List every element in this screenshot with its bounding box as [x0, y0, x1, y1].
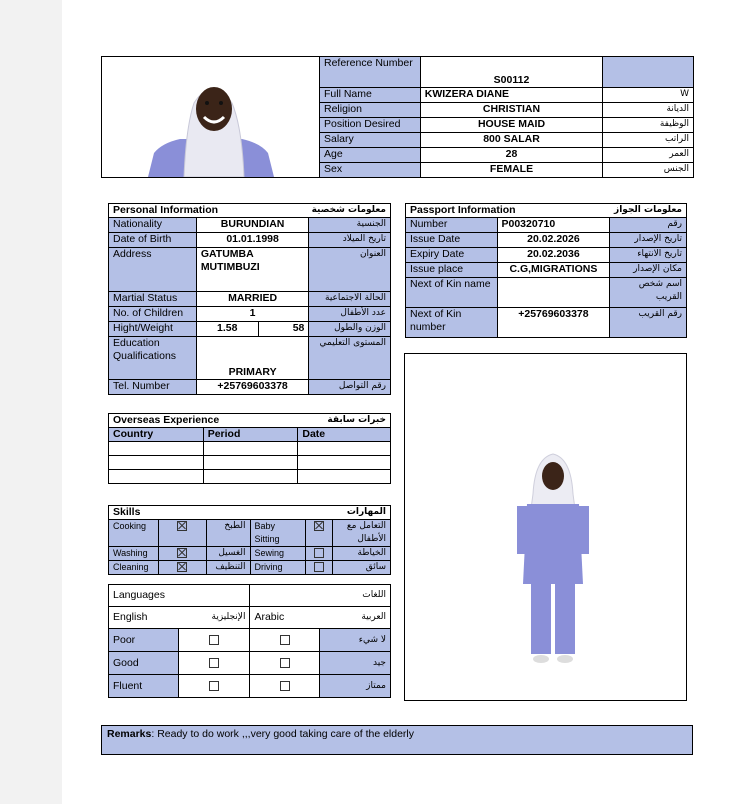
- skill-sewing-checkbox[interactable]: [314, 548, 324, 558]
- personal-title-ar: معلومات شخصية: [258, 204, 390, 218]
- hw-ar: الوزن والطول: [309, 322, 391, 337]
- skill-sewing-ar: الخياطة: [333, 547, 391, 561]
- skills-title-ar: المهارات: [250, 506, 390, 520]
- skill-cooking-label: Cooking: [109, 520, 159, 547]
- fullname-value: KWIZERA DIANE: [420, 88, 602, 103]
- skill-washing-label: Washing: [109, 547, 159, 561]
- level-poor-ar: لا شيء: [320, 629, 391, 652]
- arabic-fluent-checkbox[interactable]: [280, 681, 290, 691]
- address-value: GATUMBA MUTIMBUZI: [196, 248, 309, 292]
- skill-babysitting-checkbox[interactable]: [314, 521, 324, 531]
- issue-date-ar: تاريخ الإصدار: [610, 233, 687, 248]
- salary-value: 800 SALAR: [420, 133, 602, 148]
- age-ar: العمر: [603, 148, 694, 163]
- issue-place-label: Issue place: [406, 263, 498, 278]
- language-english-label: English: [113, 611, 148, 623]
- age-value: 28: [420, 148, 602, 163]
- skill-babysitting-ar: التعامل مع الأطفال: [333, 520, 391, 547]
- issue-date-value: 20.02.2026: [497, 233, 610, 248]
- fullname-ar: W: [603, 88, 694, 103]
- remarks-text: : Ready to do work ,,,very good taking care of the elderly: [151, 728, 415, 740]
- tel-label: Tel. Number: [109, 380, 197, 395]
- height-value: 1.58: [196, 322, 258, 337]
- issue-date-label: Issue Date: [406, 233, 498, 248]
- skills-row: [109, 561, 391, 575]
- english-fluent-checkbox[interactable]: [209, 681, 219, 691]
- skill-driving-checkbox[interactable]: [314, 562, 324, 572]
- sex-ar: الجنس: [603, 163, 694, 178]
- children-label: No. of Children: [109, 307, 197, 322]
- tel-value: +25769603378: [196, 380, 309, 395]
- nationality-value: BURUNDIAN: [196, 218, 309, 233]
- languages-title-ar: اللغات: [250, 585, 391, 607]
- skills-title: Skills: [109, 506, 251, 520]
- education-value: PRIMARY: [196, 337, 309, 380]
- education-label: Education Qualifications: [109, 337, 197, 380]
- skill-cleaning-checkbox[interactable]: [177, 562, 187, 572]
- languages-table: [108, 584, 391, 698]
- reference-ar: [603, 57, 694, 88]
- skill-washing-checkbox[interactable]: [177, 548, 187, 558]
- reference-label: Reference Number: [319, 57, 420, 88]
- overseas-col-country: Country: [109, 428, 204, 442]
- passport-number-label: Number: [406, 218, 498, 233]
- skill-sewing-label: Sewing: [250, 547, 306, 561]
- table-row: [109, 470, 391, 484]
- skill-driving-ar: سائق: [333, 561, 391, 575]
- position-value: HOUSE MAID: [420, 118, 602, 133]
- language-english-ar: الإنجليزية: [211, 612, 246, 622]
- remarks-box: [101, 725, 693, 755]
- skill-cleaning-ar: التنظيف: [206, 561, 250, 575]
- expiry-date-value: 20.02.2036: [497, 248, 610, 263]
- expiry-date-ar: تاريخ الانتهاء: [610, 248, 687, 263]
- passport-info-table: [405, 203, 687, 338]
- dob-value: 01.01.1998: [196, 233, 309, 248]
- issue-place-value: C.G,MIGRATIONS: [497, 263, 610, 278]
- sex-value: FEMALE: [420, 163, 602, 178]
- issue-place-ar: مكان الإصدار: [610, 263, 687, 278]
- english-poor-checkbox[interactable]: [209, 635, 219, 645]
- marital-label: Martial Status: [109, 292, 197, 307]
- marital-value: MARRIED: [196, 292, 309, 307]
- expiry-date-label: Expiry Date: [406, 248, 498, 263]
- children-value: 1: [196, 307, 309, 322]
- education-ar: المستوى التعليمي: [309, 337, 391, 380]
- religion-label: Religion: [319, 103, 420, 118]
- english-good-checkbox[interactable]: [209, 658, 219, 668]
- address-ar: العنوان: [309, 248, 391, 292]
- arabic-poor-checkbox[interactable]: [280, 635, 290, 645]
- tel-ar: رقم التواصل: [309, 380, 391, 395]
- skills-row: [109, 547, 391, 561]
- position-label: Position Desired: [319, 118, 420, 133]
- arabic-good-checkbox[interactable]: [280, 658, 290, 668]
- language-english: [109, 607, 250, 629]
- portrait-photo: [102, 57, 318, 177]
- religion-value: CHRISTIAN: [420, 103, 602, 118]
- skill-driving-label: Driving: [250, 561, 306, 575]
- skills-table: [108, 505, 391, 575]
- position-ar: الوظيفة: [603, 118, 694, 133]
- passport-title: Passport Information: [406, 204, 610, 218]
- level-fluent-ar: ممتاز: [320, 675, 391, 698]
- hw-label: Hight/Weight: [109, 322, 197, 337]
- skill-babysitting-label: Baby Sitting: [250, 520, 306, 547]
- nationality-ar: الجنسية: [309, 218, 391, 233]
- dob-label: Date of Birth: [109, 233, 197, 248]
- language-arabic-ar: العربية: [320, 607, 391, 629]
- remarks-label: Remarks: [107, 728, 152, 740]
- kin-name-label: Next of Kin name: [406, 278, 498, 308]
- header-table: [101, 56, 694, 178]
- full-body-photo: [405, 354, 686, 700]
- level-fluent-label: Fluent: [109, 675, 179, 698]
- address-label: Address: [109, 248, 197, 292]
- skill-cooking-ar: الطبخ: [206, 520, 250, 547]
- overseas-col-date: Date: [298, 428, 391, 442]
- sex-label: Sex: [319, 163, 420, 178]
- overseas-title-ar: خبرات سابقة: [298, 414, 391, 428]
- kin-number-ar: رقم القريب: [610, 308, 687, 338]
- level-poor-label: Poor: [109, 629, 179, 652]
- marital-ar: الحالة الاجتماعية: [309, 292, 391, 307]
- language-arabic-label: Arabic: [250, 607, 320, 629]
- passport-number-value: P00320710: [497, 218, 610, 233]
- full-body-photo-frame: [404, 353, 687, 701]
- dob-ar: تاريخ الميلاد: [309, 233, 391, 248]
- languages-title: Languages: [109, 585, 250, 607]
- skill-washing-ar: الغسيل: [206, 547, 250, 561]
- overseas-col-period: Period: [203, 428, 298, 442]
- table-row: [109, 456, 391, 470]
- skills-row: [109, 520, 391, 547]
- nationality-label: Nationality: [109, 218, 197, 233]
- kin-number-value: +25769603378: [497, 308, 610, 338]
- passport-title-ar: معلومات الجواز: [610, 204, 687, 218]
- personal-info-table: [108, 203, 391, 395]
- weight-value: 58: [258, 322, 309, 337]
- fullname-label: Full Name: [319, 88, 420, 103]
- table-row: [109, 442, 391, 456]
- overseas-table: [108, 413, 391, 484]
- reference-value: S00112: [420, 57, 602, 88]
- kin-name-value: [497, 278, 610, 308]
- level-good-label: Good: [109, 652, 179, 675]
- skill-cooking-checkbox[interactable]: [177, 521, 187, 531]
- level-good-ar: جيد: [320, 652, 391, 675]
- left-margin: [0, 0, 62, 804]
- skill-cleaning-label: Cleaning: [109, 561, 159, 575]
- kin-name-ar: اسم شخص القريب: [610, 278, 687, 308]
- age-label: Age: [319, 148, 420, 163]
- salary-ar: الراتب: [603, 133, 694, 148]
- kin-number-label: Next of Kin number: [406, 308, 498, 338]
- salary-label: Salary: [319, 133, 420, 148]
- children-ar: عدد الأطفال: [309, 307, 391, 322]
- religion-ar: الديانة: [603, 103, 694, 118]
- overseas-title: Overseas Experience: [109, 414, 298, 428]
- passport-number-ar: رقم: [610, 218, 687, 233]
- personal-title: Personal Information: [109, 204, 259, 218]
- portrait-cell: [102, 57, 320, 178]
